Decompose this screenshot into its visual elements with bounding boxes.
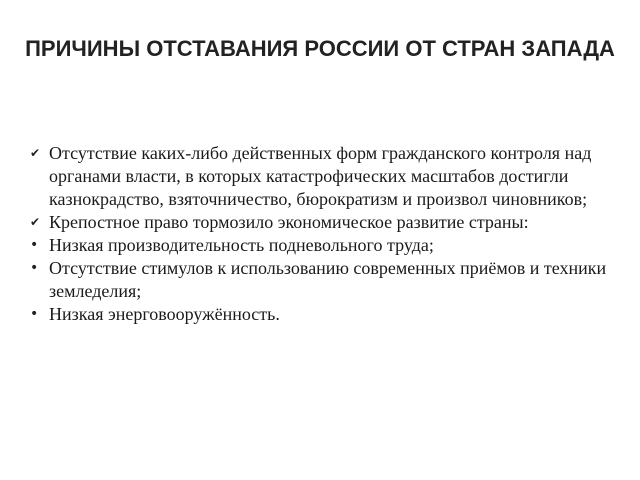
bullet-item: [30, 142, 630, 211]
slide-title: ПРИЧИНЫ ОТСТАВАНИЯ РОССИИ ОТ СТРАН ЗАПАДА: [25, 36, 615, 61]
checkmark-icon: ✔: [30, 215, 41, 229]
bullet-dot-icon: •: [30, 260, 39, 276]
bullet-text: Крепостное право тормозило экономическое развитие страны:: [49, 212, 529, 232]
checkmark-icon: ✔: [30, 146, 41, 160]
bullet-text: Отсутствие каких-либо действенных форм гражданского контроля над органами власти, в которых катастрофических масштабов достигли казнокрадство, взяточничество, бюрократизм и произвол чиновников;: [49, 143, 592, 209]
bullet-list: [30, 142, 630, 326]
bullet-text: Низкая производительность подневольного труда;: [49, 235, 434, 255]
bullet-text: Низкая энерговооружённость.: [49, 304, 280, 324]
bullet-dot-icon: •: [30, 237, 39, 253]
bullet-item: [30, 303, 630, 326]
bullet-item: [30, 234, 630, 257]
bullet-dot-icon: •: [30, 306, 39, 322]
bullet-item: [30, 211, 630, 234]
bullet-item: [30, 257, 630, 303]
bullet-text: Отсутствие стимулов к использованию современных приёмов и техники земледелия;: [49, 258, 607, 301]
